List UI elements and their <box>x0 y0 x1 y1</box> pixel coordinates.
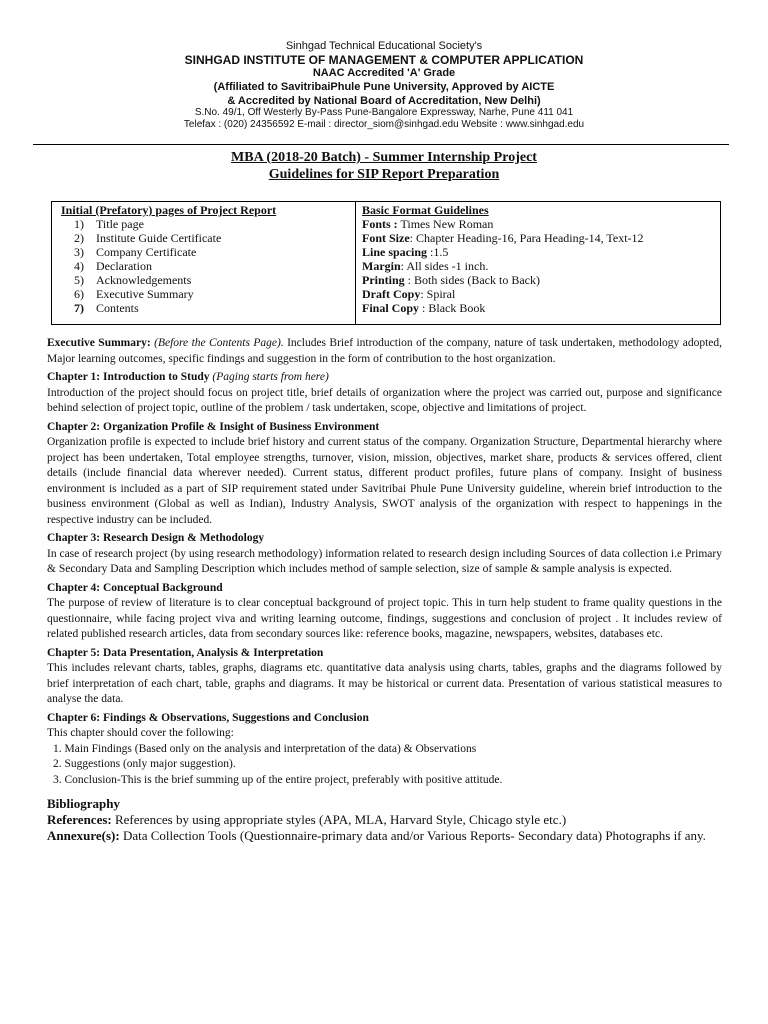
prefatory-column <box>61 203 351 315</box>
list-item: 6) Executive Summary <box>74 287 194 301</box>
format-final-copy: Final Copy : Black Book <box>362 301 486 315</box>
format-margin: Margin: All sides -1 inch. <box>362 259 489 273</box>
affiliation-line: (Affiliated to SavitribaiPhule Pune University, Approved by AICTE <box>213 81 555 93</box>
document-title: MBA (2018-20 Batch) - Summer Internship Project <box>231 150 537 165</box>
list-item: 3. Conclusion-This is the brief summing up of the entire project, preferably with positive attitude. <box>53 773 503 786</box>
list-item: 5) Acknowledgements <box>74 273 192 287</box>
chapter-intro: This chapter should cover the following: <box>47 727 234 739</box>
document-subtitle: Guidelines for SIP Report Preparation <box>268 167 500 182</box>
format-fonts: Fonts : Times New Roman <box>362 217 494 231</box>
list-item: 1) Title page <box>74 217 144 231</box>
chapter-heading: Chapter 3: Research Design & Methodology <box>47 532 265 544</box>
list-item: 1. Main Findings (Based only on the analysis and interpretation of the data) & Observations <box>53 742 477 755</box>
chapter-text: Introduction of the project should focus on project title, brief details of organization where the project was carried out, purpose and significance behind selection of project topic, outline of the problem / task undertaken, scope, objective and limitations of project. <box>47 386 722 414</box>
naac-grade: NAAC Accredited 'A' Grade <box>312 67 456 79</box>
table-divider <box>355 202 356 324</box>
chapter-1 <box>47 370 722 417</box>
executive-summary: Executive Summary: (Before the Contents Page). Includes Brief introduction of the company, nature of task undertaken, methodology adopted, Major learning outcomes, specific findings and suggestion in the form of contribution to the host organization. <box>47 337 722 365</box>
chapter-heading: Chapter 1: Introduction to Study (Paging starts from here) <box>47 371 329 383</box>
accreditation-line: & Accredited by National Board of Accreditation, New Delhi) <box>227 95 541 107</box>
format-heading: Basic Format Guidelines <box>362 203 489 217</box>
chapter-text: This includes relevant charts, tables, graphs, diagrams etc. quantitative data analysis using charts, tables, graphs and the diagrams followed by brief interpretation of each chart, table, graphs and diagrams. It may be historical or current data. Presentation of various statistical measures to analyse the data. <box>47 662 722 705</box>
list-item: 3) Company Certificate <box>74 245 197 259</box>
annexures: Annexure(s): Data Collection Tools (Questionnaire-primary data and/or Various Reports- Secondary data) Photographs if any. <box>47 828 706 843</box>
chapter-heading: Chapter 6: Findings & Observations, Suggestions and Conclusion <box>47 711 369 724</box>
chapter-4 <box>47 581 722 643</box>
format-printing: Printing : Both sides (Back to Back) <box>362 273 540 287</box>
references: References: References by using appropriate styles (APA, MLA, Harvard Style, Chicago style etc.) <box>47 812 567 827</box>
chapter-heading: Chapter 2: Organization Profile & Insight of Business Environment <box>47 420 380 433</box>
chapter-2 <box>47 420 722 529</box>
list-item: 7) Contents <box>74 301 139 315</box>
chapter-heading: Chapter 4: Conceptual Background <box>47 581 223 594</box>
address-line: S.No. 49/1, Off Westerly By-Pass Pune-Bangalore Expressway, Narhe, Pune 411 041 <box>194 107 574 118</box>
chapter-5 <box>47 646 722 708</box>
format-draft-copy: Draft Copy: Spiral <box>362 287 456 301</box>
guidelines-table <box>51 201 721 325</box>
list-item: 2) Institute Guide Certificate <box>74 231 222 245</box>
format-font-size: Font Size: Chapter Heading-16, Para Heading-14, Text-12 <box>362 231 644 245</box>
guidelines-body <box>47 336 722 844</box>
institute-name: SINHGAD INSTITUTE OF MANAGEMENT & COMPUTER APPLICATION <box>184 53 584 67</box>
contact-line: Telefax : (020) 24356592 E-mail : director_siom@sinhgad.edu Website : www.sinhgad.edu <box>183 119 585 130</box>
bibliography-heading: Bibliography <box>47 796 120 811</box>
chapter-text: In case of research project (by using research methodology) information related to research design including Sources of data collection i.e Primary & Secondary Data and Sampling Description which includes method of sample selection, size of sample & sample analysis is expected. <box>47 547 722 575</box>
format-line-spacing: Line spacing :1.5 <box>362 245 449 259</box>
bibliography <box>47 796 722 844</box>
prefatory-heading: Initial (Prefatory) pages of Project Report <box>61 203 277 217</box>
list-item: 2. Suggestions (only major suggestion). <box>53 758 236 770</box>
format-column <box>362 203 717 315</box>
chapter-heading: Chapter 5: Data Presentation, Analysis & Interpretation <box>47 646 324 659</box>
header-divider <box>33 144 729 145</box>
chapter-text: Organization profile is expected to include brief history and current status of the company. Organization Structure, Departmental hierarchy where project has been undertaken, Total employee strengths, turnover, vision, mission, objectives, market share, products & services offered, client details (include financial data wherever needed). Current status, different product profiles, future plans of company. Insight of business environment is included as a part of SIP requirement stated under Savitribai Phule Pune University guideline, wherein brief introduction to the business environment (Global as well as Indian), Industry Analysis, SWOT analysis of the organization with respect to happenings in the respective industry can be included. <box>47 436 722 526</box>
chapter-6 <box>47 711 722 789</box>
society-name: Sinhgad Technical Educational Society's <box>285 40 483 52</box>
chapter-3 <box>47 531 722 578</box>
chapter-text: The purpose of review of literature is to clear conceptual background of project topic. This in turn help student to frame quality questions in the questionnaire, while facing project viva and writing learning outcome, findings, suggestions and conclusion of project . It includes review of related published research articles, data from secondary sources like: reference books, magazine, newspapers, websites, databases etc. <box>47 597 722 640</box>
list-item: 4) Declaration <box>74 259 152 273</box>
